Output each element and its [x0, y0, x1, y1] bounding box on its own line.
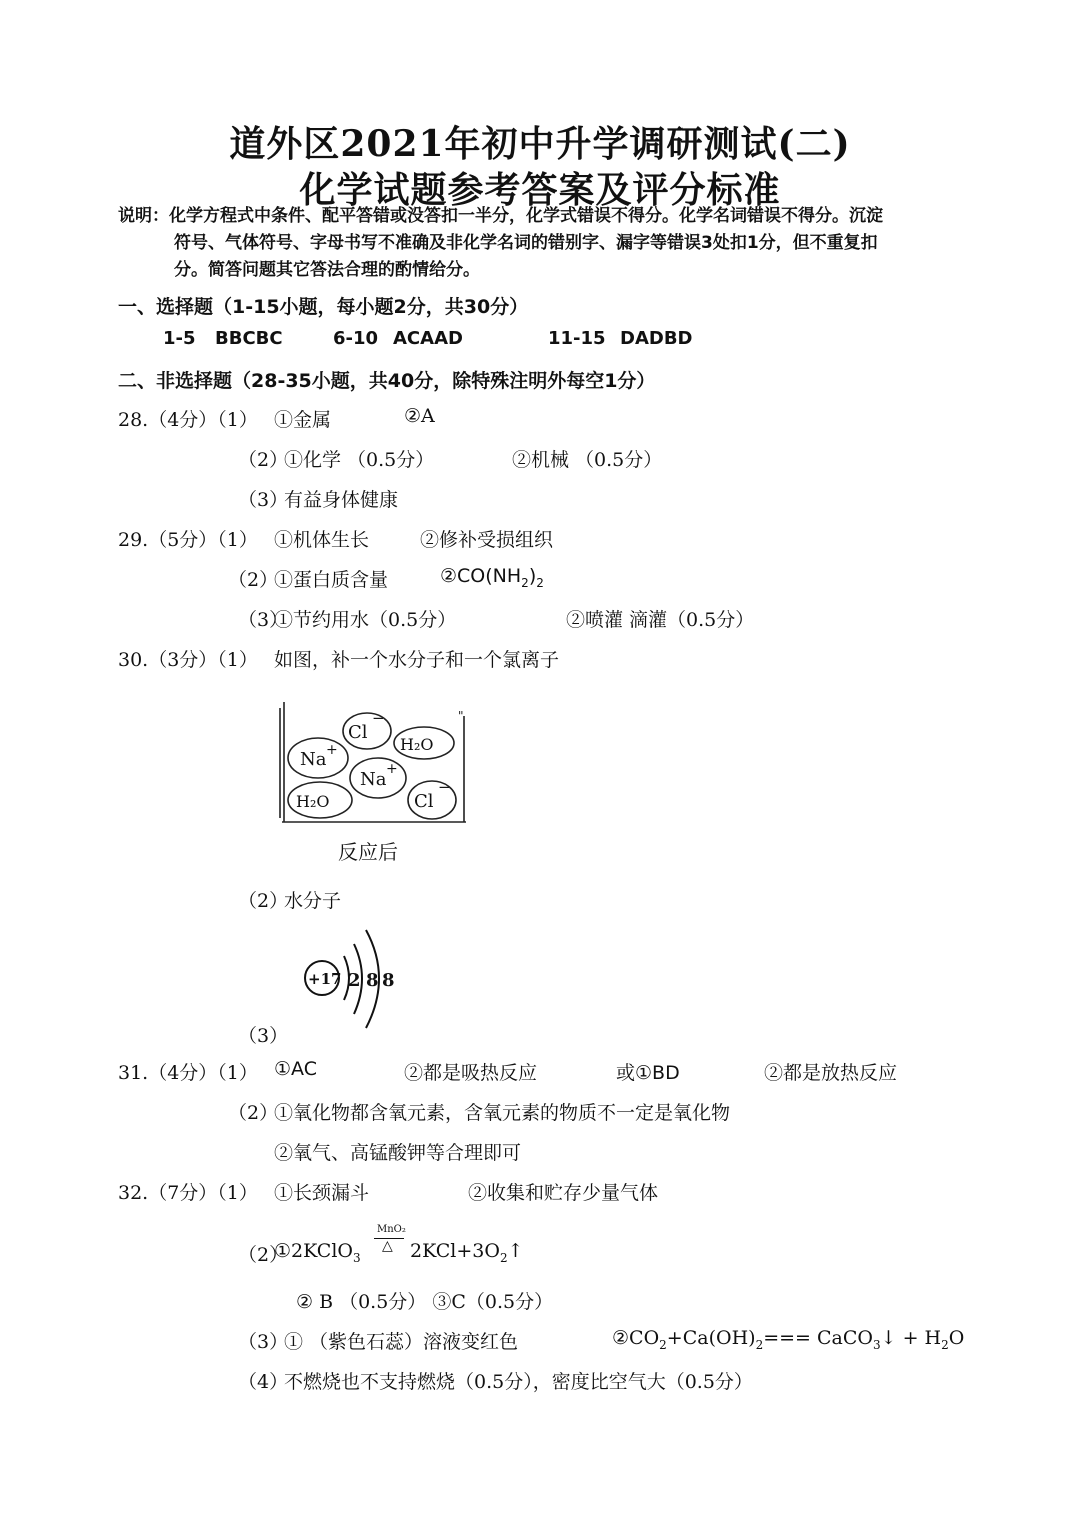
q28-label-3: （3） [238, 489, 289, 511]
q29-label-2: （2） [228, 569, 279, 591]
q28-answer-2a: ①化学 （0.5分） [284, 449, 435, 471]
chlorine-atom-structure [296, 924, 406, 1036]
q31-answer-2b: ②氧气、高锰酸钾等合理即可 [274, 1142, 522, 1164]
q32-answer-4: 不燃烧也不支持燃烧（0.5分），密度比空气大（0.5分） [284, 1371, 753, 1393]
q31-answer-2a: ①氧化物都含氧元素，含氧元素的物质不一定是氧化物 [274, 1102, 731, 1124]
cl-charge-bottom: − [438, 778, 451, 796]
q29-head: 29.（5分）（1） [118, 529, 258, 551]
section-1-heading: 一、选择题（1-15小题，每小题2分，共30分） [118, 296, 529, 318]
q29-label-3: （3） [238, 609, 289, 631]
shell-2-electrons: 8 [366, 970, 379, 991]
q28-answer-3: 有益身体健康 [284, 489, 399, 511]
na-charge-left: + [326, 742, 338, 758]
cl-charge-top: − [372, 709, 385, 727]
choice-answers-3: DADBD [620, 328, 693, 349]
q30-answer-2: 水分子 [284, 890, 342, 912]
q29-answer-3b: ②喷灌 滴灌（0.5分） [566, 609, 755, 631]
q32-answer-2b: ② B （0.5分） ③C（0.5分） [296, 1291, 554, 1313]
q29-answer-1b: ②修补受损组织 [420, 529, 554, 551]
q28-answer-1a: ①金属 [274, 409, 332, 431]
q29-answer-1a: ①机体生长 [274, 529, 370, 551]
q31-label-2: （2） [228, 1102, 279, 1124]
na-label-center: Na [360, 769, 387, 790]
choice-answers-2: ACAAD [393, 328, 463, 349]
q28-answer-2b: ②机械 （0.5分） [512, 449, 663, 471]
note-line-1: 说明：化学方程式中条件、配平答错或没答扣一半分，化学式错误不得分。化学名词错误不得分。沉淀 [118, 206, 883, 226]
equation-1-catalyst: MnO₂ [377, 1224, 406, 1235]
equation-1-left: ①2KClO$_3$ [274, 1240, 361, 1265]
section-2-heading: 二、非选择题（28-35小题，共40分，除特殊注明外每空1分） [118, 370, 656, 392]
q29-answer-3a: ①节约用水（0.5分） [274, 609, 457, 631]
q31-answer-1a: ①AC [274, 1058, 317, 1080]
page-title: 道外区2021年初中升学调研测试(二) [229, 123, 851, 165]
q28-label-2: （2） [238, 449, 289, 471]
q32-answer-3a: ① （紫色石蕊）溶液变红色 [284, 1331, 519, 1353]
q31-head: 31.（4分）（1） [118, 1062, 258, 1084]
q32-head: 32.（7分）（1） [118, 1182, 258, 1204]
nucleus-charge: +17 [308, 970, 342, 988]
h2o-label-bottom: H₂O [296, 792, 330, 811]
grading-note [118, 203, 978, 284]
q30-head: 30.（3分）（1） [118, 649, 258, 671]
q32-answer-1b: ②收集和贮存少量气体 [468, 1182, 659, 1204]
h2o-label-top: H₂O [400, 735, 434, 754]
equation-2: $②CO_2+Ca(OH)_2===$ CaCO$_3$↓ + $H_2O$ [612, 1327, 965, 1352]
choice-range-3: 11-15 [548, 328, 606, 349]
q32-label-4: （4） [238, 1371, 289, 1393]
q32-label-3: （3） [238, 1331, 289, 1353]
choice-range-1: 1-5 [163, 328, 196, 349]
equation-1-right: $2KCl+3O_2↑$ [410, 1240, 524, 1265]
na-charge-center: + [386, 761, 398, 777]
shell-1-electrons: 2 [348, 970, 361, 991]
q30-label-2: （2） [238, 890, 289, 912]
q30-answer-1: 如图，补一个水分子和一个氯离子 [274, 649, 560, 671]
stray-quote-mark: " [458, 709, 464, 723]
equation-1-heat: △ [382, 1238, 393, 1254]
cl-label-top: Cl [348, 722, 368, 743]
q31-answer-1b: ②都是吸热反应 [404, 1062, 538, 1084]
q29-answer-2a: ①蛋白质含量 [274, 569, 389, 591]
page-subtitle: 化学试题参考答案及评分标准 [299, 169, 781, 211]
choice-answers-1: BBCBC [215, 328, 283, 349]
q32-label-2: （2） [238, 1244, 289, 1266]
q31-answer-1d: ②都是放热反应 [764, 1062, 898, 1084]
cl-label-bottom: Cl [414, 791, 434, 812]
note-line-3: 分。简答问题其它答法合理的酌情给分。 [174, 260, 480, 280]
na-label-left: Na [300, 749, 327, 770]
q28-head: 28.（4分）（1） [118, 409, 258, 431]
q28-answer-1b: ②A [404, 405, 435, 427]
q30-label-3: （3） [238, 1025, 289, 1047]
note-line-2: 符号、气体符号、字母书写不准确及非化学名词的错别字、漏字等错误3处扣1分，但不重复扣 [174, 233, 878, 253]
q31-answer-1c: 或①BD [616, 1062, 680, 1084]
shell-3-electrons: 8 [382, 970, 395, 991]
diagram-caption: 反应后 [338, 840, 398, 864]
q32-answer-1a: ①长颈漏斗 [274, 1182, 370, 1204]
q29-answer-2b: $②CO(NH_2)_2$ [440, 565, 544, 590]
choice-range-2: 6-10 [333, 328, 379, 349]
